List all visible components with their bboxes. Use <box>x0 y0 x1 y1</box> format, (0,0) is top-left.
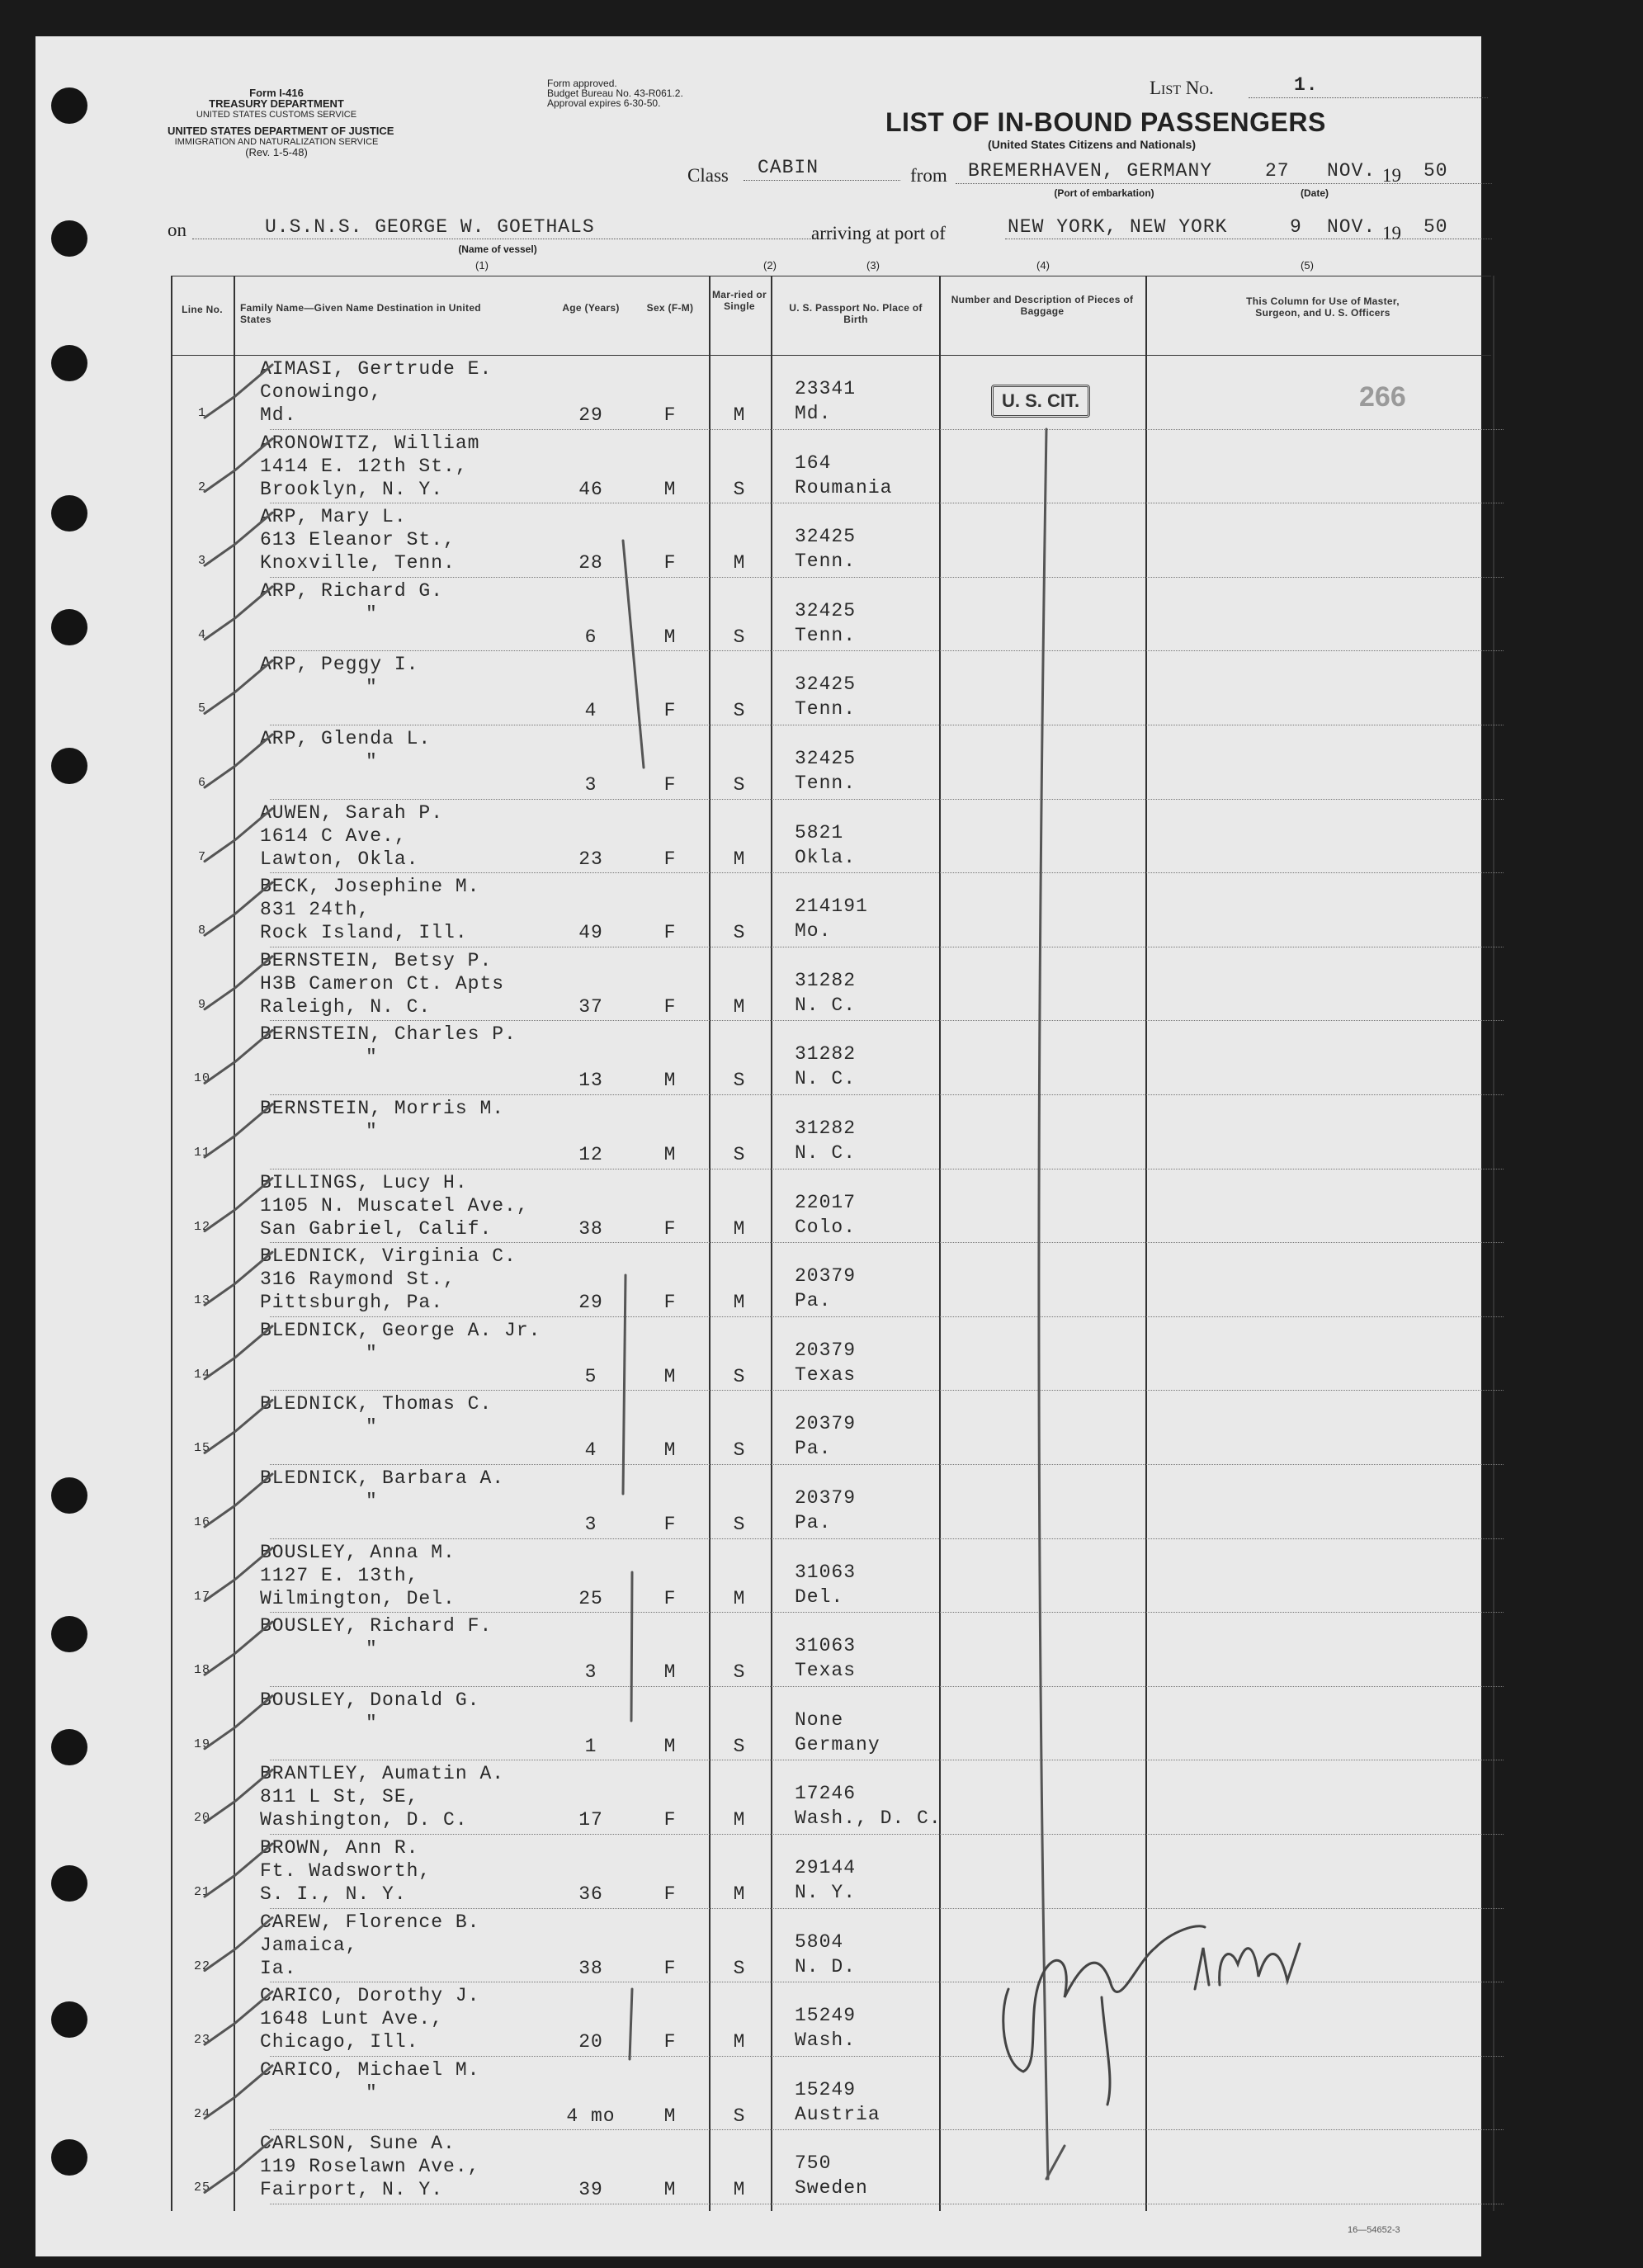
arrival-year: 50 <box>1423 216 1448 238</box>
birth-place: Md. <box>795 403 832 424</box>
birth-place: Germany <box>795 1733 881 1755</box>
passenger-name: CARICO, Michael M. <box>260 2058 480 2081</box>
age-value: 3 <box>584 774 597 796</box>
birth-place: Tenn. <box>795 550 857 573</box>
marital-status: M <box>733 1587 746 1609</box>
birth-place: Texas <box>795 1660 857 1682</box>
address-line-2: S. I., N. Y. <box>260 1883 407 1905</box>
marital-status: S <box>733 1144 746 1165</box>
sex-value: F <box>663 1809 677 1831</box>
from-year: 50 <box>1423 160 1448 182</box>
marital-status: S <box>733 1070 746 1092</box>
age-value: 49 <box>578 922 603 944</box>
row-divider <box>270 577 1504 578</box>
marital-status: M <box>733 995 746 1018</box>
row-divider <box>270 1020 1504 1021</box>
passenger-name: BLEDNICK, Thomas C. <box>260 1393 493 1415</box>
vessel-name: U.S.N.S. GEORGE W. GOETHALS <box>265 216 595 238</box>
passport-number: 32425 <box>795 526 857 548</box>
marital-status: M <box>733 552 746 574</box>
birth-place: Tenn. <box>795 698 857 721</box>
sex-value: F <box>663 1957 677 1979</box>
col-num-3: (3) <box>866 259 880 272</box>
birth-place: Pa. <box>795 1512 832 1533</box>
passenger-name: ARP, Mary L. <box>260 506 407 528</box>
line-number: 6 <box>197 776 206 790</box>
birth-place: N. C. <box>795 994 857 1016</box>
address-line-1: Conowingo, <box>260 381 383 403</box>
vessel-caption: (Name of vessel) <box>458 243 537 255</box>
address-line-1: " <box>366 2081 378 2104</box>
line-number: 15 <box>193 1441 210 1456</box>
passport-number: 31282 <box>795 1117 857 1139</box>
ins: IMMIGRATION AND NATURALIZATION SERVICE <box>174 137 379 147</box>
revision: (Rev. 1-5-48) <box>245 146 308 158</box>
address-line-1: " <box>366 1342 378 1364</box>
age-value: 17 <box>578 1809 603 1831</box>
passport-number: 31063 <box>795 1635 857 1657</box>
birth-place: N. C. <box>795 1142 857 1164</box>
punch-hole <box>51 220 87 257</box>
address-line-1: H3B Cameron Ct. Apts <box>260 972 505 995</box>
passenger-name: BRANTLEY, Aumatin A. <box>260 1763 505 1785</box>
passenger-name: BOUSLEY, Richard F. <box>260 1615 493 1637</box>
marital-status: S <box>733 626 746 648</box>
line-number: 10 <box>193 1071 210 1086</box>
marital-status: M <box>733 1883 746 1905</box>
line-number: 16 <box>193 1515 210 1529</box>
row-divider <box>270 2129 1504 2130</box>
age-value: 1 <box>584 1735 597 1757</box>
header-married: Mar-ried or Single <box>712 289 767 312</box>
line-number: 12 <box>193 1219 210 1234</box>
line-number: 24 <box>193 2106 210 2121</box>
budget-bureau: Budget Bureau No. 43-R061.2. <box>547 87 683 99</box>
passenger-name: ARP, Glenda L. <box>260 728 432 749</box>
passport-number: 20379 <box>795 1339 857 1361</box>
birth-place: Del. <box>795 1585 844 1608</box>
line-number: 20 <box>193 1811 210 1826</box>
arriving-label: arriving at port of <box>811 223 946 243</box>
from-month: NOV. <box>1327 160 1376 182</box>
line-number: 3 <box>197 554 206 569</box>
passenger-name: BLEDNICK, Barbara A. <box>260 1467 505 1489</box>
on-label: on <box>168 220 186 240</box>
passport-number: 214191 <box>795 895 868 918</box>
age-value: 46 <box>578 478 603 500</box>
line-number: 13 <box>193 1293 210 1308</box>
line-number: 22 <box>193 1959 210 1973</box>
arrival-port: NEW YORK, NEW YORK <box>1008 216 1228 238</box>
row-divider <box>270 872 1504 873</box>
address-line-1: 613 Eleanor St., <box>260 529 456 551</box>
sex-value: F <box>663 404 677 426</box>
address-line-1: 316 Raymond St., <box>260 1269 456 1291</box>
sex-value: M <box>663 1144 677 1165</box>
row-divider <box>270 429 1504 430</box>
address-line-1: " <box>366 1491 378 1512</box>
address-line-1: 1414 E. 12th St., <box>260 455 468 477</box>
marital-status: S <box>733 1365 746 1387</box>
row-divider <box>270 1834 1504 1835</box>
birth-place: Colo. <box>795 1216 857 1238</box>
marital-status: M <box>733 2031 746 2053</box>
address-line-1: " <box>366 751 378 773</box>
sex-value: F <box>663 848 677 870</box>
passport-number: 750 <box>795 2152 832 2175</box>
header-officers: This Column for Use of Master, Surgeon, and U. S. Officers <box>1246 295 1400 319</box>
marital-status: S <box>733 1957 746 1979</box>
arrival-year-prefix: 19 <box>1382 223 1401 243</box>
age-value: 29 <box>578 1292 603 1314</box>
address-line-2: Md. <box>260 404 297 426</box>
punch-hole <box>51 345 87 381</box>
row-divider <box>270 1464 1504 1465</box>
age-value: 36 <box>578 1883 603 1905</box>
birth-place: N. C. <box>795 1068 857 1090</box>
address-line-1: 811 L St, SE, <box>260 1786 419 1808</box>
line-number: 21 <box>193 1885 210 1899</box>
marital-status: M <box>733 1292 746 1314</box>
age-value: 6 <box>584 626 597 648</box>
marital-status: S <box>733 700 746 722</box>
header-passport: U. S. Passport No. Place of Birth <box>789 302 923 325</box>
punch-hole <box>51 609 87 645</box>
age-value: 4 <box>584 1439 597 1462</box>
list-no-value: 1. <box>1294 74 1319 96</box>
passport-number: 20379 <box>795 1413 857 1435</box>
birth-place: Tenn. <box>795 773 857 794</box>
form-approved: Form approved. <box>547 78 617 89</box>
passport-number: 23341 <box>795 378 857 399</box>
sex-value: F <box>663 552 677 574</box>
birth-place: Wash. <box>795 2029 857 2052</box>
customs-service: UNITED STATES CUSTOMS SERVICE <box>196 110 357 120</box>
sex-value: M <box>663 1365 677 1387</box>
age-value: 3 <box>584 1514 597 1535</box>
passport-number: 31063 <box>795 1561 857 1583</box>
age-value: 38 <box>578 1957 603 1979</box>
address-line-1: Jamaica, <box>260 1934 358 1956</box>
address-line-1: 1127 E. 13th, <box>260 1564 419 1586</box>
punch-hole <box>51 1865 87 1902</box>
row-divider <box>270 650 1504 651</box>
birth-place: Mo. <box>795 920 832 943</box>
marital-status: M <box>733 1809 746 1831</box>
class-value: CABIN <box>758 157 819 178</box>
passenger-name: BOUSLEY, Anna M. <box>260 1541 456 1563</box>
age-value: 20 <box>578 2031 603 2053</box>
from-year-prefix: 19 <box>1382 165 1401 186</box>
punch-hole <box>51 495 87 532</box>
address-line-2: Rock Island, Ill. <box>260 922 468 944</box>
line-number: 14 <box>193 1367 210 1382</box>
marital-status: M <box>733 1217 746 1240</box>
age-value: 38 <box>578 1217 603 1240</box>
address-line-2: Washington, D. C. <box>260 1809 468 1831</box>
line-number: 7 <box>197 849 206 864</box>
page-number-stamp: 266 <box>1359 381 1406 413</box>
sex-value: M <box>663 2105 677 2127</box>
from-day: 27 <box>1265 160 1290 182</box>
sex-value: F <box>663 1292 677 1314</box>
marital-status: S <box>733 1439 746 1462</box>
from-port: BREMERHAVEN, GERMANY <box>968 160 1213 182</box>
birth-place: N. Y. <box>795 1882 857 1903</box>
sex-value: F <box>663 774 677 796</box>
address-line-1: " <box>366 1416 378 1439</box>
punch-hole <box>51 748 87 784</box>
manifest-sheet <box>35 36 1481 2256</box>
marital-status: S <box>733 774 746 796</box>
passenger-name: BERNSTEIN, Betsy P. <box>260 949 493 971</box>
page-subtitle: (United States Citizens and Nationals) <box>987 138 1197 151</box>
sex-value: F <box>663 1514 677 1535</box>
marital-status: S <box>733 478 746 500</box>
from-label: from <box>910 165 947 186</box>
sex-value: F <box>663 1883 677 1905</box>
passport-number: 15249 <box>795 2078 857 2100</box>
line-number: 5 <box>197 702 206 716</box>
row-divider <box>270 1242 1504 1243</box>
line-number: 11 <box>193 1146 210 1160</box>
birth-place: Pa. <box>795 1290 832 1312</box>
line-number: 9 <box>197 997 206 1012</box>
sex-value: F <box>663 1217 677 1240</box>
passport-number: 20379 <box>795 1487 857 1509</box>
form-number: Form I-416 <box>249 87 304 99</box>
passenger-name: CARICO, Dorothy J. <box>260 1985 480 2007</box>
row-divider <box>270 1390 1504 1391</box>
sex-value: M <box>663 626 677 648</box>
address-line-1: " <box>366 602 378 625</box>
passenger-name: BILLINGS, Lucy H. <box>260 1171 468 1193</box>
address-line-2: Chicago, Ill. <box>260 2031 419 2053</box>
birth-place: Sweden <box>795 2177 868 2199</box>
punch-hole <box>51 1616 87 1652</box>
passenger-name: BOUSLEY, Donald G. <box>260 1689 480 1711</box>
address-line-1: " <box>366 677 378 699</box>
address-line-1: 119 Roselawn Ave., <box>260 2156 480 2178</box>
passenger-name: ARONOWITZ, William <box>260 432 480 454</box>
arrival-day: 9 <box>1290 216 1302 238</box>
passenger-name: BECK, Josephine M. <box>260 876 480 898</box>
passport-number: 164 <box>795 451 832 474</box>
address-line-1: " <box>366 1121 378 1142</box>
us-citizen-stamp: U. S. CIT. <box>991 385 1090 418</box>
passport-number: 22017 <box>795 1191 857 1213</box>
row-divider <box>270 1538 1504 1539</box>
punch-hole <box>51 1729 87 1765</box>
age-value: 12 <box>578 1144 603 1165</box>
address-line-1: 1105 N. Muscatel Ave., <box>260 1194 529 1217</box>
passenger-name: BERNSTEIN, Morris M. <box>260 1098 505 1119</box>
marital-status: S <box>733 1735 746 1757</box>
address-line-2: San Gabriel, Calif. <box>260 1217 493 1240</box>
date-caption: (Date) <box>1300 187 1329 199</box>
punch-hole <box>51 87 87 124</box>
address-line-1: 1614 C Ave., <box>260 825 407 847</box>
address-line-1: " <box>366 1047 378 1069</box>
sex-value: F <box>663 922 677 944</box>
row-divider <box>270 1316 1504 1317</box>
passenger-name: BROWN, Ann R. <box>260 1837 419 1859</box>
header-sex: Sex (F-M) <box>646 302 694 314</box>
punch-hole <box>51 2139 87 2176</box>
passport-number: 5804 <box>795 1930 844 1953</box>
marital-status: M <box>733 848 746 870</box>
class-label: Class <box>687 165 729 186</box>
passport-number: 31282 <box>795 969 857 991</box>
line-number: 8 <box>197 924 206 938</box>
sex-value: F <box>663 2031 677 2053</box>
list-no-label: List No. <box>1150 78 1214 98</box>
approval-expires: Approval expires 6-30-50. <box>547 97 661 109</box>
header-name: Family Name—Given Name Destination in United States <box>240 302 481 325</box>
line-number: 18 <box>193 1663 210 1678</box>
header-age: Age (Years) <box>562 302 620 314</box>
header-line-no: Line No. <box>182 304 223 315</box>
age-value: 39 <box>578 2179 603 2201</box>
row-divider <box>270 1094 1504 1095</box>
birth-place: Tenn. <box>795 624 857 646</box>
passenger-name: CAREW, Florence B. <box>260 1911 480 1933</box>
sex-value: F <box>663 1587 677 1609</box>
birth-place: Okla. <box>795 846 857 868</box>
address-line-2: Ia. <box>260 1957 297 1979</box>
row-divider <box>270 1612 1504 1613</box>
col-num-5: (5) <box>1301 259 1314 272</box>
marital-status: S <box>733 1514 746 1535</box>
passenger-name: BLEDNICK, Virginia C. <box>260 1245 517 1268</box>
age-value: 4 mo <box>566 2105 616 2127</box>
row-divider <box>270 1908 1504 1909</box>
address-line-1: Ft. Wadsworth, <box>260 1860 432 1882</box>
passport-number: 20379 <box>795 1265 857 1288</box>
footer-code: 16—54652-3 <box>1348 2225 1400 2235</box>
col-num-1: (1) <box>475 259 489 272</box>
address-line-2: Lawton, Okla. <box>260 848 419 870</box>
passport-number: 32425 <box>795 599 857 621</box>
punch-hole <box>51 1477 87 1514</box>
sex-value: M <box>663 1735 677 1757</box>
passport-number: 5821 <box>795 821 844 843</box>
col-num-4: (4) <box>1036 259 1050 272</box>
marital-status: M <box>733 404 746 426</box>
age-value: 29 <box>578 404 603 426</box>
header-baggage: Number and Description of Pieces of Baggage <box>951 294 1134 317</box>
address-line-1: " <box>366 1638 378 1661</box>
passenger-name: AIMASI, Gertrude E. <box>260 358 493 380</box>
treasury-dept: TREASURY DEPARTMENT <box>209 97 344 110</box>
line-number: 25 <box>193 2181 210 2195</box>
address-line-1: 831 24th, <box>260 899 371 921</box>
line-number: 19 <box>193 1736 210 1751</box>
birth-place: Roumania <box>795 476 893 498</box>
passenger-name: BERNSTEIN, Charles P. <box>260 1023 517 1046</box>
col-num-2: (2) <box>763 259 777 272</box>
passport-number: 29144 <box>795 1857 857 1878</box>
address-line-2: Knoxville, Tenn. <box>260 552 456 574</box>
age-value: 13 <box>578 1070 603 1092</box>
sex-value: M <box>663 1439 677 1462</box>
marital-status: S <box>733 1661 746 1684</box>
passenger-name: CARLSON, Sune A. <box>260 2133 456 2155</box>
line-number: 2 <box>197 480 206 494</box>
sex-value: M <box>663 478 677 500</box>
line-number: 17 <box>193 1589 210 1604</box>
marital-status: S <box>733 922 746 944</box>
passenger-name: ARP, Peggy I. <box>260 654 419 676</box>
line-number: 4 <box>197 627 206 642</box>
line-number: 1 <box>197 406 206 420</box>
line-number: 23 <box>193 2033 210 2048</box>
punch-hole <box>51 2001 87 2038</box>
marital-status: M <box>733 2179 746 2201</box>
address-line-2: Fairport, N. Y. <box>260 2179 444 2201</box>
passport-number: 31282 <box>795 1043 857 1065</box>
age-value: 25 <box>578 1587 603 1609</box>
row-divider <box>270 2056 1504 2057</box>
address-line-2: Pittsburgh, Pa. <box>260 1292 444 1314</box>
passenger-name: ARP, Richard G. <box>260 579 444 602</box>
passenger-name: AUWEN, Sarah P. <box>260 801 444 824</box>
port-caption: (Port of embarkation) <box>1054 187 1154 199</box>
passport-number: 15249 <box>795 2005 857 2027</box>
passport-number: 32425 <box>795 673 857 696</box>
page-title: LIST OF IN-BOUND PASSENGERS <box>885 107 1326 137</box>
age-value: 37 <box>578 995 603 1018</box>
sex-value: M <box>663 2179 677 2201</box>
age-value: 5 <box>584 1365 597 1387</box>
age-value: 3 <box>584 1661 597 1684</box>
row-divider <box>270 799 1504 800</box>
passenger-name: BLEDNICK, George A. Jr. <box>260 1319 541 1341</box>
address-line-1: 1648 Lunt Ave., <box>260 2008 444 2030</box>
address-line-1: " <box>366 1712 378 1734</box>
passport-number: 32425 <box>795 748 857 769</box>
sex-value: F <box>663 995 677 1018</box>
birth-place: Wash., D. C. <box>795 1807 942 1830</box>
doj: UNITED STATES DEPARTMENT OF JUSTICE <box>168 125 394 137</box>
address-line-2: Raleigh, N. C. <box>260 995 432 1018</box>
passport-number: 17246 <box>795 1783 857 1805</box>
birth-place: Austria <box>795 2103 881 2125</box>
address-line-2: Wilmington, Del. <box>260 1587 456 1609</box>
sex-value: M <box>663 1070 677 1092</box>
sex-value: F <box>663 700 677 722</box>
birth-place: Pa. <box>795 1438 832 1460</box>
row-divider <box>270 1686 1504 1687</box>
arrival-month: NOV. <box>1327 216 1376 238</box>
birth-place: Texas <box>795 1363 857 1386</box>
birth-place: N. D. <box>795 1955 857 1977</box>
age-value: 4 <box>584 700 597 722</box>
address-line-2: Brooklyn, N. Y. <box>260 478 444 500</box>
sex-value: M <box>663 1661 677 1684</box>
age-value: 23 <box>578 848 603 870</box>
age-value: 28 <box>578 552 603 574</box>
passport-number: None <box>795 1708 844 1731</box>
marital-status: S <box>733 2105 746 2127</box>
